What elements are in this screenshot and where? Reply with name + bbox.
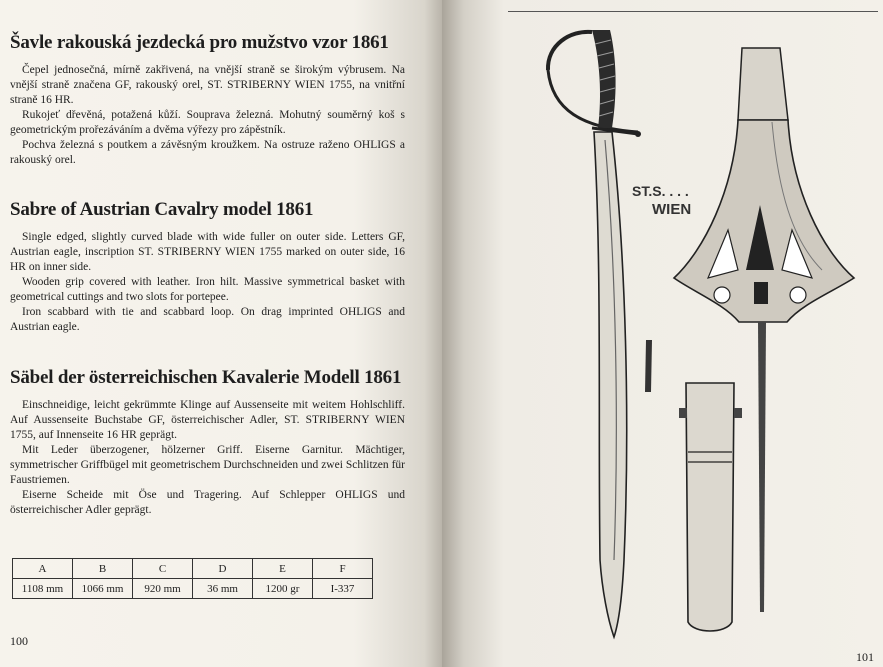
section-german (10, 367, 405, 518)
header-cell-e: E (253, 559, 313, 579)
paragraph-hilt: Wooden grip covered with leather. Iron hilt. Massive symmetrical basket with geometrical cuttings and two slots for portepee. (10, 276, 405, 303)
slot-cutout (754, 282, 768, 304)
sabre-illustration (442, 0, 883, 667)
paragraph-scabbard: Iron scabbard with tie and scabbard loop. On drag imprinted OHLIGS and Austrian eagle. (10, 306, 405, 333)
sabre-drawing (548, 30, 641, 637)
dimensions-table (12, 558, 373, 599)
page-number-right: 101 (856, 650, 874, 664)
scabbard-body (686, 383, 734, 631)
paragraph-blade: Single edged, slightly curved blade with wide fuller on outer side. Letters GF, Austrian eagle, inscription ST. STRIBERNY WIEN 1755 marked on outer side, 16 HR on inner side. (10, 231, 405, 273)
right-page (442, 0, 883, 667)
blade-fragment (645, 340, 652, 392)
right-ring-cutout (790, 287, 806, 303)
section-czech (10, 32, 405, 168)
header-cell-b: B (73, 559, 133, 579)
section-title-czech: Šavle rakouská jezdecká pro mužstvo vzor 1861 (10, 32, 389, 53)
dimensions-header-row (13, 559, 373, 579)
basket-tang (758, 322, 766, 612)
paragraph-blade: Einschneidige, leicht gekrümmte Klinge auf Aussenseite mit weitem Hohlschliff. Auf Aussenseite Buchstabe GF, österreichischer Adler, ST. STRIBERNY WIEN 1755, auf Innenseite 16 HR geprägt. (10, 399, 405, 441)
dimensions-value-row (13, 579, 373, 599)
paragraph-hilt: Rukojeť dřevěná, potažená kůží. Souprava železná. Mohutný souměrný koš s geometrickým prořezáváním a dvěma výřezy pro zápěstník. (10, 109, 405, 136)
value-cell-a: 1108 mm (13, 579, 73, 599)
marking-stamp-line2: WIEN (652, 201, 692, 218)
header-cell-d: D (193, 559, 253, 579)
basket-guard (548, 70, 638, 132)
scabbard-loop-right (734, 408, 742, 418)
basket-neck (738, 48, 788, 120)
value-cell-e: 1200 gr (253, 579, 313, 599)
left-ring-cutout (714, 287, 730, 303)
section-english (10, 199, 405, 335)
scabbard-drawing (679, 383, 742, 631)
paragraph-blade: Čepel jednosečná, mírně zakřivená, na vnější straně se širokým výbrusem. Na vnější straně značena GF, rakouský orel, ST. STRIBERNY WIEN 1755, na vnitřní straně 16 HR. (10, 64, 405, 106)
paragraph-scabbard: Pochva železná s poutkem a závěsným kroužkem. Na ostruze raženo OHLIGS a rakouský orel. (10, 139, 405, 166)
paragraph-scabbard: Eiserne Scheide mit Öse und Tragering. Auf Schlepper OHLIGS und österreichischer Adler geprägt. (10, 489, 405, 516)
value-cell-f: I-337 (313, 579, 373, 599)
section-title-german: Säbel der österreichischen Kavalerie Modell 1861 (10, 367, 402, 388)
value-cell-b: 1066 mm (73, 579, 133, 599)
page-number-left: 100 (10, 634, 28, 648)
header-cell-c: C (133, 559, 193, 579)
section-title-english: Sabre of Austrian Cavalry model 1861 (10, 199, 314, 220)
header-cell-a: A (13, 559, 73, 579)
value-cell-c: 920 mm (133, 579, 193, 599)
knuckle-guard (548, 32, 592, 70)
value-cell-d: 36 mm (193, 579, 253, 599)
marking-stamp-line1: ST.S. . . . (632, 183, 689, 199)
paragraph-hilt: Mit Leder überzogener, hölzerner Griff. Eiserne Garnitur. Mächtiger, symmetrischer Griffbügel mit geometrischem Durchschneiden und zwei Schlitzen für Faustriemen. (10, 444, 405, 486)
scabbard-loop-left (679, 408, 687, 418)
header-cell-f: F (313, 559, 373, 579)
